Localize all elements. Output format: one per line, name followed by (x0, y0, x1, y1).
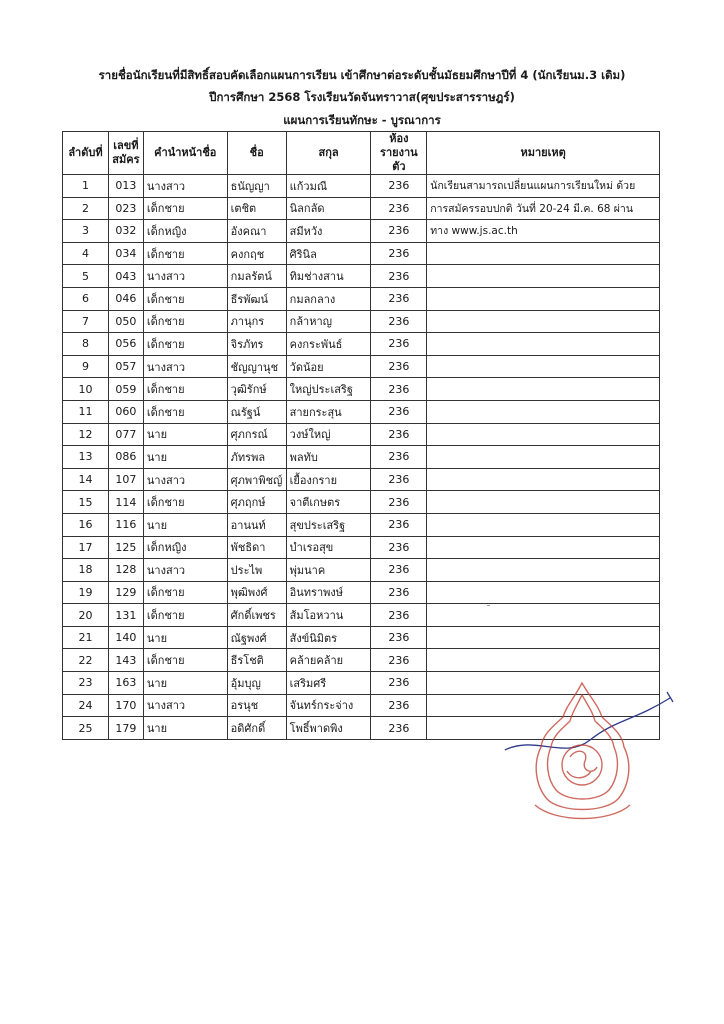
cell-app-no: 163 (108, 672, 143, 695)
cell-no: 8 (63, 333, 109, 356)
cell-room: 236 (371, 310, 427, 333)
cell-no: 1 (63, 175, 109, 198)
cell-app-no: 059 (108, 378, 143, 401)
cell-no: 3 (63, 220, 109, 243)
cell-first-name: อรนุช (227, 694, 286, 717)
cell-no: 18 (63, 559, 109, 582)
table-row (63, 197, 660, 220)
cell-no: 21 (63, 626, 109, 649)
cell-room: 236 (371, 423, 427, 446)
table-row (63, 242, 660, 265)
cell-no: 11 (63, 400, 109, 423)
table-row (63, 333, 660, 356)
cell-last-name: สังข์นิมิตร (286, 626, 371, 649)
cell-room: 236 (371, 265, 427, 288)
cell-prefix: นางสาว (143, 175, 227, 198)
cell-prefix: นางสาว (143, 265, 227, 288)
cell-no: 25 (63, 717, 109, 740)
cell-last-name: คล้ายคล้าย (286, 649, 371, 672)
cell-first-name: ธีรโชติ (227, 649, 286, 672)
cell-prefix: เด็กชาย (143, 310, 227, 333)
cell-room: 236 (371, 446, 427, 469)
cell-prefix: นางสาว (143, 468, 227, 491)
student-table (62, 131, 660, 740)
cell-no: 12 (63, 423, 109, 446)
cell-first-name: เตชิต (227, 197, 286, 220)
cell-no: 4 (63, 242, 109, 265)
cell-room: 236 (371, 536, 427, 559)
cell-last-name: โพธิ์พาดพิง (286, 717, 371, 740)
table-row (63, 604, 660, 627)
col-header-last-name: สกุล (286, 132, 371, 175)
cell-note (427, 581, 660, 604)
cell-prefix: เด็กหญิง (143, 536, 227, 559)
cell-no: 22 (63, 649, 109, 672)
cell-first-name: พัชธิดา (227, 536, 286, 559)
cell-app-no: 056 (108, 333, 143, 356)
cell-room: 236 (371, 287, 427, 310)
cell-no: 16 (63, 513, 109, 536)
cell-app-no: 143 (108, 649, 143, 672)
cell-room: 236 (371, 242, 427, 265)
cell-first-name: วุฒิรักษ์ (227, 378, 286, 401)
cell-first-name: คงกฤช (227, 242, 286, 265)
table-row (63, 310, 660, 333)
cell-note (427, 423, 660, 446)
cell-app-no: 128 (108, 559, 143, 582)
cell-prefix: นาย (143, 672, 227, 695)
cell-note (427, 491, 660, 514)
cell-prefix: นาย (143, 717, 227, 740)
cell-app-no: 046 (108, 287, 143, 310)
cell-last-name: สมีหวัง (286, 220, 371, 243)
cell-last-name: สายกระสุน (286, 400, 371, 423)
cell-note (427, 287, 660, 310)
cell-prefix: เด็กชาย (143, 604, 227, 627)
cell-prefix: เด็กชาย (143, 649, 227, 672)
table-row (63, 400, 660, 423)
col-header-prefix: คำนำหน้าชื่อ (143, 132, 227, 175)
cell-last-name: กมลกลาง (286, 287, 371, 310)
cell-app-no: 129 (108, 581, 143, 604)
cell-app-no: 023 (108, 197, 143, 220)
cell-app-no: 050 (108, 310, 143, 333)
cell-first-name: ณรัฐน์ (227, 400, 286, 423)
cell-app-no: 086 (108, 446, 143, 469)
table-row (63, 446, 660, 469)
cell-note (427, 310, 660, 333)
cell-no: 6 (63, 287, 109, 310)
table-header-row (63, 132, 660, 175)
table-row (63, 491, 660, 514)
cell-prefix: เด็กหญิง (143, 220, 227, 243)
table-row (63, 265, 660, 288)
col-header-note: หมายเหตุ (427, 132, 660, 175)
table-row (63, 626, 660, 649)
cell-first-name: ศักดิ์เพชร (227, 604, 286, 627)
cell-prefix: เด็กชาย (143, 287, 227, 310)
cell-note (427, 265, 660, 288)
cell-no: 20 (63, 604, 109, 627)
cell-app-no: 179 (108, 717, 143, 740)
cell-last-name: นิลกลัด (286, 197, 371, 220)
cell-room: 236 (371, 491, 427, 514)
cell-room: 236 (371, 717, 427, 740)
cell-last-name: อินทราพงษ์ (286, 581, 371, 604)
plan-title: แผนการเรียนทักษะ - บูรณาการ (283, 113, 441, 127)
cell-room: 236 (371, 581, 427, 604)
cell-note (427, 355, 660, 378)
cell-app-no: 125 (108, 536, 143, 559)
cell-room: 236 (371, 378, 427, 401)
cell-first-name: ภัทรพล (227, 446, 286, 469)
cell-no: 2 (63, 197, 109, 220)
cell-room: 236 (371, 220, 427, 243)
cell-room: 236 (371, 694, 427, 717)
table-row (63, 513, 660, 536)
table-row (63, 559, 660, 582)
table-row (63, 378, 660, 401)
cell-last-name: เสริมศรี (286, 672, 371, 695)
cell-room: 236 (371, 626, 427, 649)
table-row (63, 355, 660, 378)
cell-app-no: 057 (108, 355, 143, 378)
cell-prefix: นาย (143, 446, 227, 469)
table-row (63, 220, 660, 243)
cell-note (427, 513, 660, 536)
cell-no: 19 (63, 581, 109, 604)
cell-first-name: จิรภัทร (227, 333, 286, 356)
cell-app-no: 034 (108, 242, 143, 265)
cell-no: 23 (63, 672, 109, 695)
table-row (63, 175, 660, 198)
col-header-no: ลำดับที่ (63, 132, 109, 175)
cell-first-name: อานนท์ (227, 513, 286, 536)
document-title: รายชื่อนักเรียนที่มีสิทธิ์สอบคัดเลือกแผนการเรียน เข้าศึกษาต่อระดับชั้นมัธยมศึกษาปีที่ 4 (นักเรียนม.3 เดิม) (98, 68, 626, 82)
cell-prefix: เด็กชาย (143, 491, 227, 514)
cell-app-no: 116 (108, 513, 143, 536)
cell-note (427, 559, 660, 582)
cell-prefix: นางสาว (143, 559, 227, 582)
cell-last-name: ทิมช่างสาน (286, 265, 371, 288)
cell-last-name: จาตีเกษตร (286, 491, 371, 514)
cell-prefix: เด็กชาย (143, 378, 227, 401)
cell-room: 236 (371, 604, 427, 627)
cell-app-no: 114 (108, 491, 143, 514)
cell-app-no: 060 (108, 400, 143, 423)
cell-room: 236 (371, 333, 427, 356)
speck (487, 605, 490, 606)
cell-first-name: กมลรัตน์ (227, 265, 286, 288)
cell-last-name: พลทับ (286, 446, 371, 469)
cell-prefix: เด็กชาย (143, 197, 227, 220)
col-header-room: ห้อง รายงานตัว (371, 132, 427, 175)
cell-app-no: 013 (108, 175, 143, 198)
cell-first-name: ศุภพาพิชญ์ (227, 468, 286, 491)
cell-prefix: เด็กชาย (143, 581, 227, 604)
cell-no: 7 (63, 310, 109, 333)
cell-no: 5 (63, 265, 109, 288)
cell-last-name: จันทร์กระจ่าง (286, 694, 371, 717)
cell-room: 236 (371, 559, 427, 582)
cell-first-name: ธนัญญา (227, 175, 286, 198)
cell-note: ทาง www.js.ac.th (427, 220, 660, 243)
cell-note (427, 536, 660, 559)
cell-last-name: พุ่มนาค (286, 559, 371, 582)
cell-prefix: นางสาว (143, 355, 227, 378)
cell-note (427, 649, 660, 672)
cell-room: 236 (371, 513, 427, 536)
table-row (63, 423, 660, 446)
cell-last-name: เยื้องกราย (286, 468, 371, 491)
cell-room: 236 (371, 649, 427, 672)
cell-last-name: แก้วมณี (286, 175, 371, 198)
cell-app-no: 032 (108, 220, 143, 243)
cell-app-no: 107 (108, 468, 143, 491)
cell-first-name: ประไพ (227, 559, 286, 582)
cell-prefix: นาย (143, 513, 227, 536)
cell-room: 236 (371, 672, 427, 695)
cell-prefix: เด็กชาย (143, 242, 227, 265)
cell-prefix: นาย (143, 626, 227, 649)
cell-room: 236 (371, 197, 427, 220)
table-row (63, 649, 660, 672)
cell-no: 9 (63, 355, 109, 378)
cell-no: 13 (63, 446, 109, 469)
cell-note (427, 468, 660, 491)
cell-last-name: กล้าหาญ (286, 310, 371, 333)
cell-note (427, 242, 660, 265)
cell-prefix: นาย (143, 423, 227, 446)
cell-first-name: ศุภฤกษ์ (227, 491, 286, 514)
cell-first-name: ศุภกรณ์ (227, 423, 286, 446)
table-row (63, 581, 660, 604)
cell-note: การสมัครรอบปกติ วันที่ 20-24 มี.ค. 68 ผ่าน (427, 197, 660, 220)
cell-room: 236 (371, 468, 427, 491)
cell-no: 10 (63, 378, 109, 401)
cell-note (427, 626, 660, 649)
cell-last-name: ส้มโอหวาน (286, 604, 371, 627)
cell-first-name: อุ้มบุญ (227, 672, 286, 695)
cell-app-no: 170 (108, 694, 143, 717)
cell-no: 17 (63, 536, 109, 559)
cell-room: 236 (371, 175, 427, 198)
cell-last-name: วัดน้อย (286, 355, 371, 378)
cell-note: นักเรียนสามารถเปลี่ยนแผนการเรียนใหม่ ด้วย (427, 175, 660, 198)
cell-note (427, 378, 660, 401)
cell-first-name: ณัฐพงศ์ (227, 626, 286, 649)
cell-first-name: ชัญญานุช (227, 355, 286, 378)
col-header-first-name: ชื่อ (227, 132, 286, 175)
cell-first-name: ภานุกร (227, 310, 286, 333)
table-row (63, 536, 660, 559)
cell-last-name: วงษ์ใหญ่ (286, 423, 371, 446)
cell-room: 236 (371, 400, 427, 423)
cell-note (427, 400, 660, 423)
document-subtitle: ปีการศึกษา 2568 โรงเรียนวัดจันทราวาส(ศุขประสารราษฎร์) (209, 90, 515, 104)
cell-no: 15 (63, 491, 109, 514)
cell-first-name: พุฒิพงศ์ (227, 581, 286, 604)
cell-app-no: 077 (108, 423, 143, 446)
cell-room: 236 (371, 355, 427, 378)
cell-last-name: คงกระพันธ์ (286, 333, 371, 356)
cell-no: 14 (63, 468, 109, 491)
cell-prefix: เด็กชาย (143, 400, 227, 423)
cell-app-no: 140 (108, 626, 143, 649)
table-row (63, 287, 660, 310)
table-row (63, 468, 660, 491)
cell-prefix: นางสาว (143, 694, 227, 717)
cell-last-name: ศิรินิล (286, 242, 371, 265)
cell-first-name: อดิศักดิ์ (227, 717, 286, 740)
cell-app-no: 043 (108, 265, 143, 288)
cell-last-name: ใหญ่ประเสริฐ (286, 378, 371, 401)
cell-first-name: อังคณา (227, 220, 286, 243)
col-header-app-no: เลขที่ สมัคร (108, 132, 143, 175)
cell-last-name: สุขประเสริฐ (286, 513, 371, 536)
cell-note (427, 333, 660, 356)
cell-last-name: บำเรอสุข (286, 536, 371, 559)
cell-prefix: เด็กชาย (143, 333, 227, 356)
cell-note (427, 446, 660, 469)
cell-first-name: ธีรพัฒน์ (227, 287, 286, 310)
cell-no: 24 (63, 694, 109, 717)
school-seal-stamp (515, 675, 650, 825)
cell-note (427, 604, 660, 627)
cell-app-no: 131 (108, 604, 143, 627)
